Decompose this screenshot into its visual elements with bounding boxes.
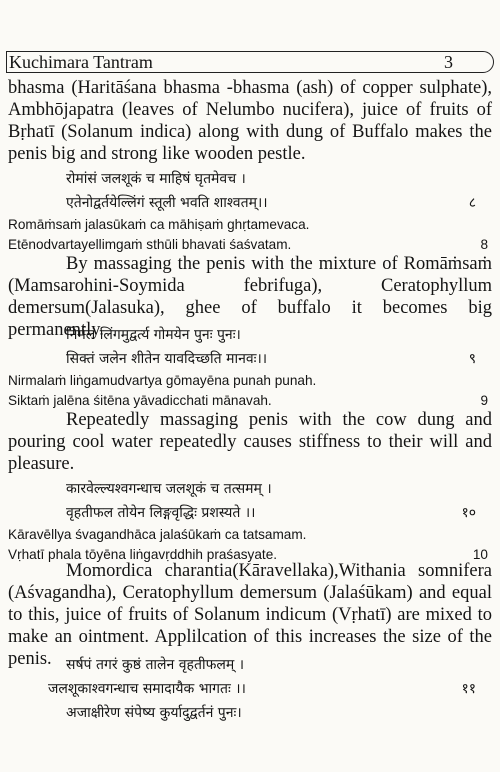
running-header [6, 51, 494, 73]
sanskrit-line: एतेनोद्वर्तयेल्लिंगं स्तूली भवति शाश्वतम्।। ८ [8, 191, 492, 215]
verse-10 [8, 477, 492, 565]
verse-number-devanagari: ९ [468, 351, 476, 367]
sanskrit-line: जलशूकाश्वगन्धाच समादायैक भागतः ।। ११ [8, 677, 492, 701]
verse-number-devanagari: ८ [468, 195, 476, 211]
sanskrit-line: अजाक्षीरेण संपेष्य कुर्यादुद्वर्तनं पुनः। [66, 705, 242, 721]
transliteration-line: Romāṁsaṁ jalasūkaṁ ca māhiṣaṁ ghṛtamevaca. [8, 217, 310, 232]
verse-11 [8, 653, 492, 725]
sanskrit-line: रोमांसं जलशूकं च माहिषं घृतमेवच । [66, 171, 246, 187]
verse-number: 8 [480, 237, 488, 252]
paragraph-2: By massaging the penis with the mixture of Romāṁsaṁ (Mamsarohini-Soymida febrifuga), Ceratophyllum demersum(Jalasuka), ghee of buffalo it becomes big permanently. [8, 254, 492, 340]
verse-number-devanagari: ११ [461, 681, 476, 697]
verse-number-devanagari: १० [461, 505, 476, 521]
sanskrit-line: कारवेल्ल्यश्वगन्धाच जलशूकं च तत्समम् । [66, 481, 272, 497]
verse-number: 9 [480, 393, 488, 408]
paragraph-4: Momordica charantia(Kāravellaka),Withania somnifera (Aśvagandha), Ceratophyllum demersum (Jalaśūkam) and equal to this, juice of fruits of Solanum indicum (Vṛhatī) are mixed to make an ointment. Applilcation of this increases the size of the penis. [8, 561, 492, 669]
sanskrit-line: निर्मलं लिंगमुद्वर्त्य गोमयेन पुनः पुनः। [66, 327, 241, 343]
transliteration-line: Etēnodvartayellimgaṁ sthūli bhavati śaśvatam. 8 [8, 235, 492, 255]
verse-9 [8, 323, 492, 411]
sanskrit-line: सिक्तं जलेन शीतेन यावदिच्छति मानवः।। ९ [8, 347, 492, 371]
verse-8 [8, 167, 492, 255]
verse-number: 10 [472, 547, 488, 562]
transliteration-line: Vṛhatī phala tōyēna liṅgavṛddhih praśasyate. 10 [8, 545, 492, 565]
transliteration-line: Kāravēllya śvagandhāca jalaśūkaṁ ca tatsamam. [8, 527, 307, 542]
paragraph-1: bhasma (Haritāśana bhasma -bhasma (ash) of copper sulphate), Ambhōjapatra (leaves of Nelumbo nucifera), juice of fruits of Bṛhatī (Solanum indica) along with dung of Buffalo makes the penis big and strong like wooden pestle. [8, 78, 492, 164]
transliteration-line: Siktaṁ jalēna śitēna yāvadicchati mānavah. 9 [8, 391, 492, 411]
book-title: Kuchimara Tantram [9, 52, 153, 72]
sanskrit-line: वृहतीफल तोयेन लिङ्गवृद्धिः प्रशस्यते ।। १० [8, 501, 492, 525]
sanskrit-line: सर्षपं तगरं कुष्ठं तालेन वृहतीफलम् । [66, 657, 245, 673]
paragraph-3: Repeatedly massaging penis with the cow dung and pouring cool water repeatedly causes stiffness to their will and pleasure. [8, 410, 492, 474]
transliteration-line: Nirmalaṁ liṅgamudvartya gōmayēna punah punah. [8, 373, 317, 388]
page-number: 3 [444, 52, 453, 72]
